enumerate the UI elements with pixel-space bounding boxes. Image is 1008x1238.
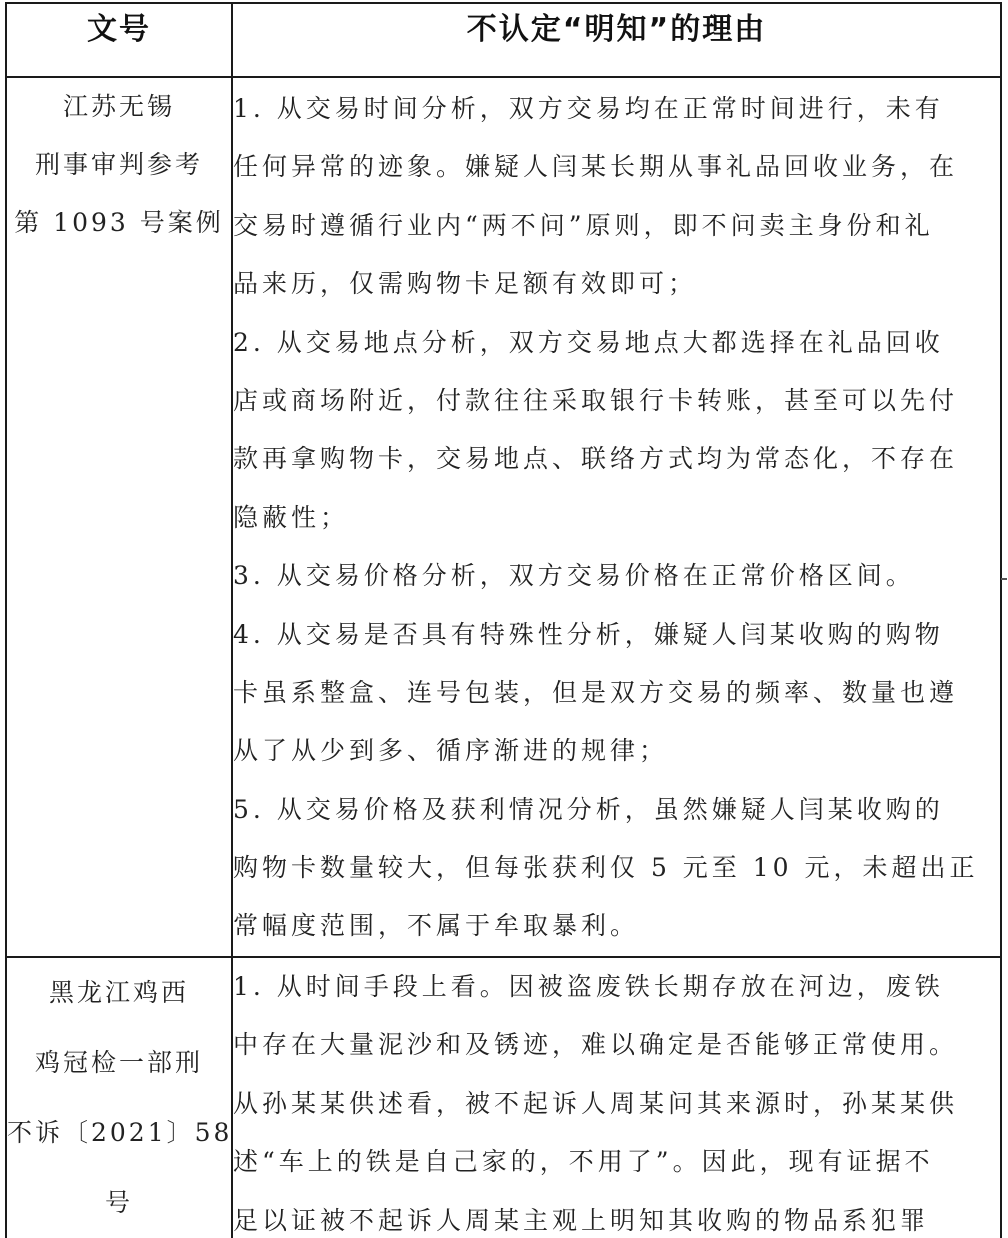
header-reasons: 不认定“明知”的理由 (232, 3, 1001, 77)
reasons-cell (232, 77, 1001, 957)
table-row (6, 77, 1001, 957)
case-reference-cell (6, 77, 232, 957)
text-line: 足以证被不起诉人周某主观上明知其收购的物品系犯罪 (233, 1205, 930, 1235)
text-line: 述“车上的铁是自己家的，不用了”。因此，现有证据不 (233, 1147, 934, 1177)
text-line: 5. 从交易价格及获利情况分析，虽然嫌疑人闫某收购的 (233, 794, 944, 824)
text-line: 1. 从交易时间分析，双方交易均在正常时间进行，未有 (233, 94, 944, 123)
text-line: 2. 从交易地点分析，双方交易地点大都选择在礼品回收 (233, 327, 944, 357)
case-reference-line: 号 (104, 1188, 133, 1217)
text-line: 购物卡数量较大，但每张获利仅 5 元至 10 元，未超出正 (233, 853, 979, 883)
text-line: 1. 从时间手段上看。因被盗废铁长期存放在河边，废铁 (233, 972, 944, 1001)
text-line: 中存在大量泥沙和及锈迹，难以确定是否能够正常使用。 (233, 1030, 959, 1060)
reasons-cell (232, 957, 1001, 1238)
case-reference-line: 黑龙江鸡西 (48, 978, 189, 1007)
text-line: 从孙某某供述看，被不起诉人周某问其来源时，孙某某供 (233, 1088, 959, 1118)
text-line: 店或商场附近，付款往往采取银行卡转账，甚至可以先付 (233, 385, 959, 415)
text-line: 任何异常的迹象。嫌疑人闫某长期从事礼品回收业务，在 (233, 152, 959, 182)
text-line: 隐蔽性； (233, 502, 350, 532)
text-line: 3. 从交易价格分析，双方交易价格在正常价格区间。 (233, 561, 915, 591)
table-row (6, 957, 1001, 1238)
header-document-number: 文号 (6, 3, 232, 77)
case-reference-line: 刑事审判参考 (34, 150, 203, 179)
text-line: 款再拿购物卡，交易地点、联络方式均为常态化，不存在 (233, 444, 959, 474)
table-header-row (6, 3, 1001, 77)
reasons-table (5, 2, 1002, 1238)
text-line: 卡虽系整盒、连号包装，但是双方交易的频率、数量也遵 (233, 677, 959, 707)
case-reference-line: 第 1093 号案例 (14, 208, 224, 237)
text-line: 交易时遵循行业内“两不问”原则，即不问卖主身份和礼 (233, 210, 934, 240)
margin-tick-mark (1001, 578, 1007, 580)
text-line: 从了从少到多、循序渐进的规律； (233, 736, 669, 766)
case-reference-cell (6, 957, 232, 1238)
text-line: 4. 从交易是否具有特殊性分析，嫌疑人闫某收购的购物 (233, 619, 944, 649)
text-line: 品来历，仅需购物卡足额有效即可； (233, 269, 698, 299)
text-line: 常幅度范围，不属于牟取暴利。 (233, 911, 640, 941)
case-reference-line: 江苏无锡 (62, 92, 175, 121)
case-reference-line: 鸡冠检一部刑 (34, 1048, 203, 1077)
case-reference-line: 不诉〔2021〕58 (7, 1118, 233, 1147)
